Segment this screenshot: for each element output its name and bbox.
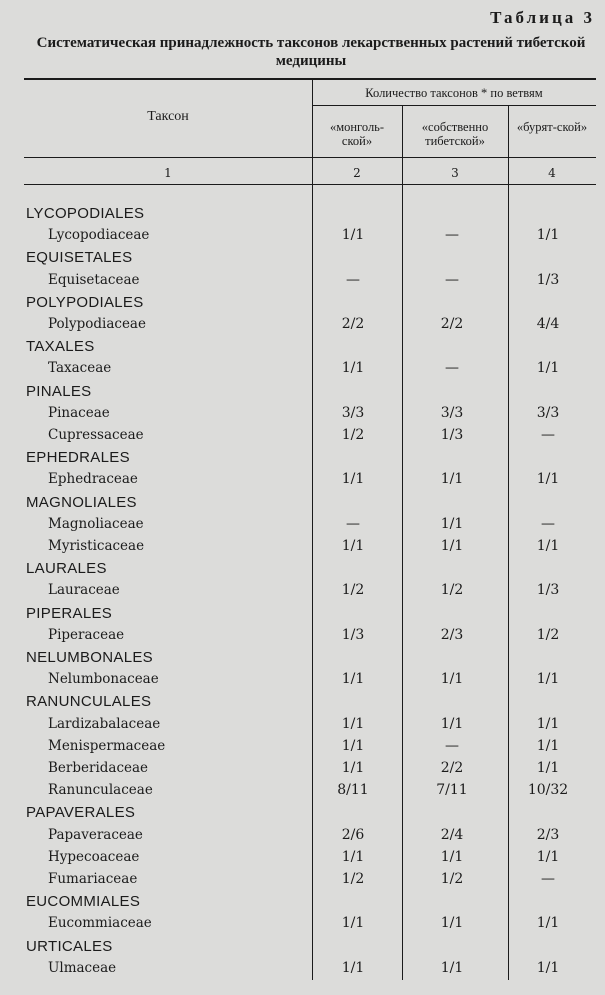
order-row — [0, 449, 605, 471]
cell-c2: 2/2 — [341, 316, 365, 332]
cell-c2: 2/6 — [341, 826, 365, 843]
order-row — [0, 294, 605, 316]
order-row — [0, 693, 605, 715]
cell-c4: 1/1 — [536, 760, 560, 776]
order-name: EUCOMMIALES — [26, 893, 141, 911]
family-name: Hypecoaceae — [48, 848, 140, 865]
cell-c4: 1/1 — [536, 848, 560, 865]
header-col-tibetan: «собственно тибетской» — [421, 120, 489, 148]
cell-c2: 1/1 — [341, 959, 365, 976]
cell-c3: 1/1 — [440, 915, 464, 932]
cell-c3: 2/4 — [440, 826, 464, 843]
order-name: LYCOPODIALES — [26, 205, 145, 222]
family-name: Nelumbonaceae — [48, 671, 159, 688]
cell-c4: 1/1 — [536, 227, 560, 244]
cell-c2: 1/1 — [341, 915, 365, 932]
cell-c3: 1/1 — [440, 538, 464, 554]
family-row — [0, 871, 605, 893]
family-row — [0, 760, 605, 782]
family-row — [0, 671, 605, 693]
colnum-bottom-rule — [24, 184, 596, 185]
family-name: Equisetaceae — [48, 271, 140, 288]
cell-c3: 2/3 — [440, 626, 464, 643]
family-row — [0, 272, 605, 294]
family-name: Eucommiaceae — [48, 915, 152, 932]
order-name: URTICALES — [26, 937, 113, 955]
cell-c3: 1/2 — [440, 582, 464, 599]
family-row — [0, 582, 605, 604]
family-name: Polypodiaceae — [48, 316, 146, 332]
colnum-4: 4 — [548, 166, 556, 180]
cell-c3: 1/3 — [440, 427, 464, 443]
order-name: LAURALES — [26, 560, 107, 578]
cell-c4: 1/1 — [536, 737, 560, 754]
cell-c3: — — [445, 227, 459, 244]
cell-c4: — — [541, 427, 555, 443]
order-name: NELUMBONALES — [26, 649, 153, 666]
cell-c2: 1/1 — [341, 671, 365, 688]
colnum-3: 3 — [451, 166, 459, 180]
order-name: PAPAVERALES — [26, 804, 136, 822]
cell-c3: 1/1 — [440, 959, 464, 976]
family-row — [0, 427, 605, 449]
cell-c2: 1/2 — [341, 582, 365, 599]
cell-c4: — — [541, 871, 555, 887]
header-bottom-rule — [24, 157, 596, 158]
order-row — [0, 804, 605, 826]
cell-c2: 1/1 — [341, 737, 365, 754]
cell-c3: — — [445, 737, 459, 754]
family-row — [0, 738, 605, 760]
cell-c4: 1/1 — [536, 959, 560, 976]
family-name: Lauraceae — [48, 582, 120, 599]
cell-c4: 1/1 — [536, 671, 560, 688]
cell-c4: 1/3 — [536, 271, 560, 288]
family-name: Berberidaceae — [48, 760, 149, 776]
family-row — [0, 405, 605, 427]
family-row — [0, 849, 605, 871]
family-name: Lardizabalaceae — [48, 715, 161, 732]
cell-c2: 1/1 — [341, 471, 365, 488]
order-name: MAGNOLIALES — [26, 493, 137, 511]
family-row — [0, 538, 605, 560]
header-group-rule — [312, 105, 596, 106]
cell-c2: 1/3 — [341, 626, 365, 643]
cell-c3: 1/1 — [440, 848, 464, 865]
family-name: Magnoliaceae — [48, 515, 144, 532]
family-row — [0, 360, 605, 382]
family-row — [0, 716, 605, 738]
family-row — [0, 516, 605, 538]
cell-c4: 3/3 — [536, 404, 560, 421]
cell-c4: 1/1 — [536, 360, 560, 377]
header-col-buryat: «бурят-ской» — [516, 120, 588, 134]
cell-c2: 1/1 — [341, 848, 365, 865]
order-name: TAXALES — [26, 338, 95, 356]
table-caption: Систематическая принадлежность таксонов лекарственных растений тибетской медицины — [36, 35, 586, 69]
cell-c4: 4/4 — [536, 316, 560, 332]
order-row — [0, 605, 605, 627]
family-row — [0, 827, 605, 849]
cell-c3: 3/3 — [440, 404, 464, 421]
family-row — [0, 782, 605, 804]
family-name: Ephedraceae — [48, 471, 138, 488]
order-name: EQUISETALES — [26, 249, 133, 267]
family-name: Papaveraceae — [48, 826, 143, 843]
cell-c3: — — [445, 360, 459, 377]
family-name: Pinaceae — [48, 404, 110, 421]
family-row — [0, 471, 605, 493]
family-name: Lycopodiaceae — [48, 227, 150, 244]
cell-c3: 1/1 — [440, 515, 464, 532]
order-name: RANUNCULALES — [26, 693, 152, 711]
cell-c2: 3/3 — [341, 404, 365, 421]
family-row — [0, 915, 605, 937]
family-row — [0, 227, 605, 249]
cell-c4: 1/3 — [536, 582, 560, 599]
cell-c4: 10/32 — [527, 782, 569, 799]
cell-c3: 1/2 — [440, 871, 464, 887]
cell-c4: — — [541, 515, 555, 532]
order-name: PIPERALES — [26, 604, 113, 622]
cell-c2: 8/11 — [337, 782, 369, 799]
order-row — [0, 938, 605, 960]
cell-c3: 1/1 — [440, 671, 464, 688]
family-name: Fumariaceae — [48, 871, 138, 887]
table-number: Таблица 3 — [490, 8, 595, 27]
family-name: Ulmaceae — [48, 959, 117, 976]
header-col-mongol: «монголь-ской» — [329, 120, 385, 148]
family-name: Taxaceae — [48, 360, 112, 377]
family-name: Cupressaceae — [48, 427, 144, 443]
order-row — [0, 494, 605, 516]
order-name: POLYPODIALES — [26, 293, 144, 311]
cell-c2: 1/1 — [341, 715, 365, 732]
cell-c3: — — [445, 271, 459, 288]
cell-c4: 1/1 — [536, 471, 560, 488]
colnum-2: 2 — [353, 166, 361, 180]
header-taxon: Таксон — [147, 109, 189, 124]
cell-c4: 1/2 — [536, 626, 560, 643]
cell-c2: 1/2 — [341, 871, 365, 887]
cell-c2: — — [346, 271, 360, 288]
cell-c2: 1/2 — [341, 427, 365, 443]
cell-c2: — — [346, 515, 360, 532]
cell-c4: 2/3 — [536, 826, 560, 843]
cell-c4: 1/1 — [536, 915, 560, 932]
family-name: Ranunculaceae — [48, 782, 153, 799]
order-name: PINALES — [26, 382, 92, 400]
cell-c3: 2/2 — [440, 760, 464, 776]
colnum-1: 1 — [164, 166, 172, 180]
cell-c2: 1/1 — [341, 538, 365, 554]
family-row — [0, 627, 605, 649]
header-top-rule — [24, 78, 596, 80]
cell-c3: 2/2 — [440, 316, 464, 332]
order-row — [0, 205, 605, 227]
order-row — [0, 249, 605, 271]
order-row — [0, 383, 605, 405]
cell-c2: 1/1 — [341, 227, 365, 244]
order-name: EPHEDRALES — [26, 449, 130, 467]
family-row — [0, 960, 605, 982]
cell-c4: 1/1 — [536, 538, 560, 554]
cell-c3: 1/1 — [440, 471, 464, 488]
order-row — [0, 338, 605, 360]
cell-c2: 1/1 — [341, 360, 365, 377]
family-row — [0, 316, 605, 338]
cell-c3: 1/1 — [440, 715, 464, 732]
order-row — [0, 893, 605, 915]
header-count-group: Количество таксонов * по ветвям — [365, 86, 543, 100]
family-name: Myristicaceae — [48, 538, 145, 554]
order-row — [0, 560, 605, 582]
cell-c2: 1/1 — [341, 760, 365, 776]
cell-c3: 7/11 — [436, 782, 468, 799]
family-name: Menispermaceae — [48, 737, 166, 754]
order-row — [0, 649, 605, 671]
family-name: Piperaceae — [48, 626, 125, 643]
cell-c4: 1/1 — [536, 715, 560, 732]
